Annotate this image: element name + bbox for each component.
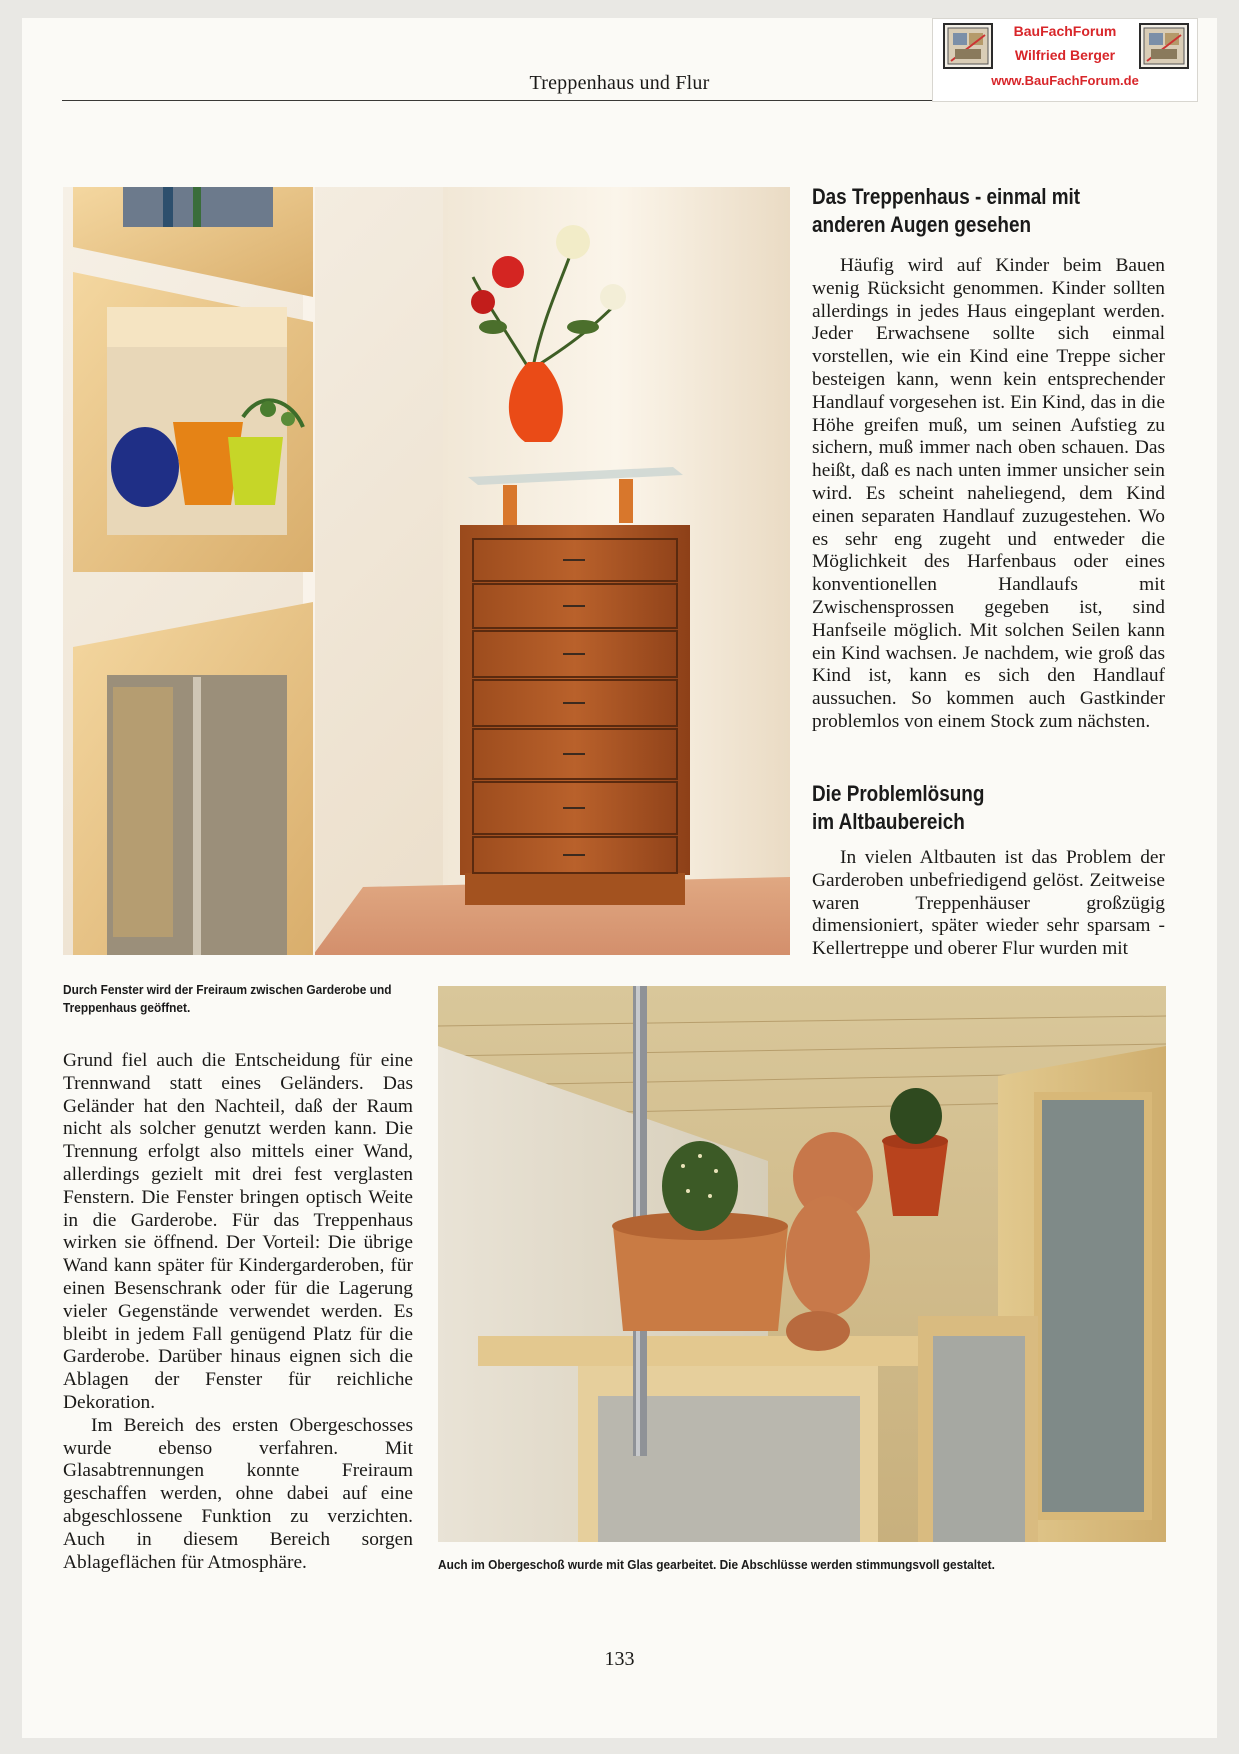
section1-paragraph: Häufig wird auf Kinder beim Bauen wenig Rücksicht genommen. Kinder sollten allerdings in jedes Haus eingeplant werden. Jeder Erwachsene sollte sich einmal vorstellen, wie ein Kind eine Treppe sicher besteigen kann, wenn kein entsprechender Handlauf vorgesehen ist. Ein Kind, das in die Höhe greifen muß, um seinen Aufstieg zu sichern, muß immer nach oben schauen. Das heißt, daß es nach unten immer unsicher sein wird. Es scheint naheliegend, dem Kind einen separaten Handlauf zuzugestehen. Wo es sehr eng zugeht und entweder die Möglichkeit des Harfenbaus oder eines konventionellen Handlaufs mit Zwischensprossen gegeben ist, sind Hanfseile möglich. Mit solchen Seilen kann ein Kind wachsen. Je nachdem, wie groß das Kind ist, kann es sich den Handlauf aussuchen. So kommen auch Gastkinder problemlos von einem Stock zum nächsten.: [812, 255, 1165, 732]
section2-body: [812, 847, 1165, 961]
page-number: 133: [604, 1648, 635, 1670]
stamp-line-2: Wilfried Berger: [1014, 47, 1116, 63]
section2-heading-line2: im Altbaubereich: [812, 809, 965, 834]
photo-hallway-chest: [63, 187, 790, 955]
section1-body: [812, 255, 1165, 734]
section2-paragraph: In vielen Altbauten ist das Problem der Garderoben unbefriedigend gelöst. Zeitweise waren Treppenhäuser großzügig dimensioniert, später wieder sehr sparsam - Kellertreppe und oberer Flur wurden mit: [812, 847, 1165, 960]
caption-photo-top: Durch Fenster wird der Freiraum zwischen Garderobe und Treppenhaus geöffnet.: [63, 982, 392, 1015]
stamp-url[interactable]: www.BauFachForum.de: [991, 73, 1139, 88]
caption-photo-bottom: Auch im Obergeschoß wurde mit Glas gearbeitet. Die Abschlüsse werden stimmungsvoll gestaltet.: [438, 1557, 995, 1572]
logo-icon-left: [943, 23, 993, 69]
logo-icon-right: [1139, 23, 1189, 69]
section2-heading-line1: Die Problemlösung: [812, 781, 985, 806]
stamp-line-1: BauFachForum: [1013, 23, 1117, 39]
running-head: Treppenhaus und Flur: [529, 72, 710, 94]
watermark-stamp: [932, 18, 1198, 102]
photo-upper-floor: [438, 986, 1166, 1542]
continuation-paragraph-2: Im Bereich des ersten Obergeschosses wurde ebenso verfahren. Mit Glasabtrennungen konnte Freiraum geschaffen werden, ohne dabei auf eine abgeschlossene Funktion zu verzichten. Auch in diesem Bereich sorgen Ablageflächen für Atmosphäre.: [63, 1414, 413, 1573]
continuation-body: [63, 1050, 413, 1574]
section1-heading-line2: anderen Augen gesehen: [812, 212, 1032, 237]
continuation-paragraph-1: Grund fiel auch die Entscheidung für eine Trennwand statt eines Geländers. Das Geländer hat den Nachteil, daß der Raum nicht als solcher genutzt werden kann. Die Trennung erfolgt also mittels einer Wand, allerdings gezielt mit drei fest verglasten Fenstern. Die Fenster bringen optisch Weite in die Garderobe. Für das Treppenhaus wirken sie öffnend. Der Vorteil: Die übrige Wand kann später für Kindergarderoben, für einen Besenschrank oder für die Lagerung vieler Gegenstände verwendet werden. Es bleibt in jedem Fall genügend Platz für die Garderobe. Darüber hinaus eignen sich die Ablagen der Fenster für reichliche Dekoration.: [63, 1050, 413, 1413]
section1-heading-line1: Das Treppenhaus - einmal mit: [812, 184, 1081, 209]
